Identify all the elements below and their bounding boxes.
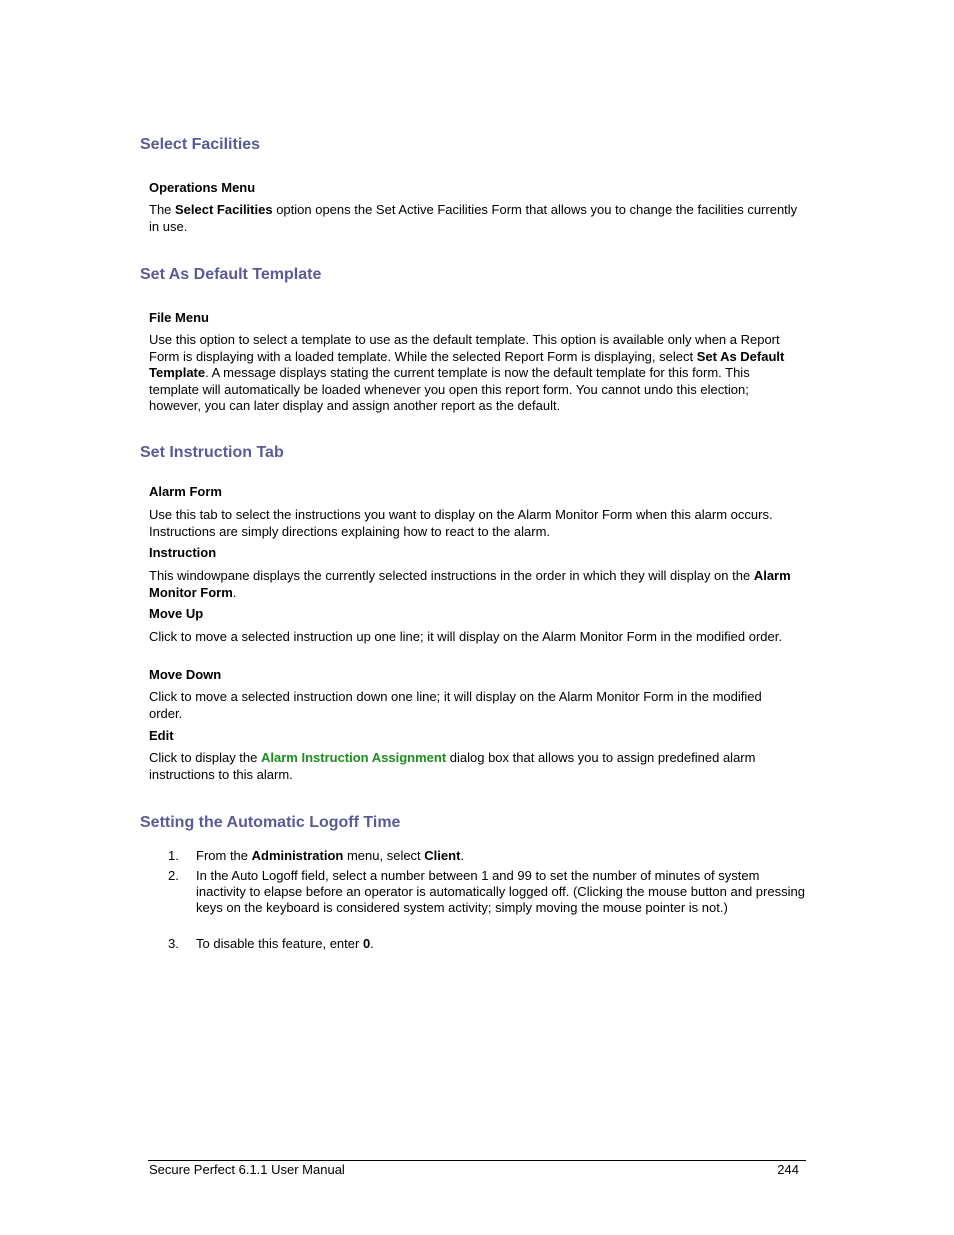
list-item-step-1: [149, 848, 811, 864]
term-set-as-default-template: Set As Default Template: [149, 348, 785, 380]
subheading-instruction: Instruction: [149, 545, 217, 560]
subheading-edit: Edit: [149, 728, 174, 743]
step-text: From the Administration menu, select Client.: [196, 848, 465, 863]
paragraph-select-facilities: The Select Facilities option opens the Set Active Facilities Form that allows you to change the facilities currently in use.: [149, 202, 798, 234]
subheading-move-up: Move Up: [149, 606, 204, 621]
subheading-alarm-form: Alarm Form: [149, 484, 222, 499]
heading-automatic-logoff-time: Setting the Automatic Logoff Time: [140, 814, 401, 831]
paragraph-move-down: Click to move a selected instruction down one line; it will display on the Alarm Monitor Form in the modified order.: [149, 689, 762, 721]
step-number: 2.: [168, 868, 179, 883]
term-select-facilities: Select Facilities: [175, 202, 273, 217]
term-zero: 0: [362, 936, 371, 951]
term-client: Client: [424, 848, 461, 863]
heading-set-instruction-tab: Set Instruction Tab: [140, 444, 284, 461]
heading-set-as-default-template: Set As Default Template: [140, 266, 322, 283]
paragraph-edit: Click to display the Alarm Instruction Assignment dialog box that allows you to assign predefined alarm instructions to this alarm.: [149, 750, 756, 782]
list-item-step-3: [149, 936, 811, 952]
step-text: In the Auto Logoff field, select a number between 1 and 99 to set the number of minutes of system inactivity to elapse before an operator is automatically logged off. (Clicking the mouse button and pressing keys on the keyboard is considered system activity; simply moving the mouse pointer is not.): [196, 868, 805, 915]
paragraph-move-up: Click to move a selected instruction up one line; it will display on the Alarm Monitor Form in the modified order.: [149, 629, 782, 644]
subheading-move-down: Move Down: [149, 667, 222, 682]
link-alarm-instruction-assignment[interactable]: Alarm Instruction Assignment: [261, 750, 447, 765]
subheading-operations-menu: Operations Menu: [149, 180, 256, 195]
subheading-file-menu: File Menu: [149, 310, 209, 325]
term-administration: Administration: [251, 848, 344, 863]
heading-select-facilities: Select Facilities: [140, 136, 261, 153]
list-item-step-2: [149, 868, 811, 916]
footer-manual-title: Secure Perfect 6.1.1 User Manual: [149, 1162, 345, 1177]
step-number: 3.: [168, 936, 179, 951]
paragraph-default-template: Use this option to select a template to use as the default template. This option is available only when a Report Form is displaying with a loaded template. While the selected Report Form is displaying, select Set As Default Template. A message displays stating the current template is now the default template for this form. This template will automatically be loaded whenever you open this report form. You cannot undo this election; however, you can later display and assign another report as the default.: [149, 332, 785, 413]
footer-divider: [148, 1160, 806, 1161]
paragraph-alarm-form: Use this tab to select the instructions you want to display on the Alarm Monitor Form when this alarm occurs. Instructions are simply directions explaining how to react to the alarm.: [149, 507, 773, 539]
step-number: 1.: [168, 848, 179, 863]
step-text: To disable this feature, enter 0.: [196, 936, 374, 951]
footer-page-number: 244: [777, 1162, 799, 1177]
paragraph-instruction: This windowpane displays the currently selected instructions in the order in which they will display on the Alarm Monitor Form.: [149, 568, 791, 600]
term-alarm-monitor-form: Alarm Monitor Form: [149, 568, 791, 600]
